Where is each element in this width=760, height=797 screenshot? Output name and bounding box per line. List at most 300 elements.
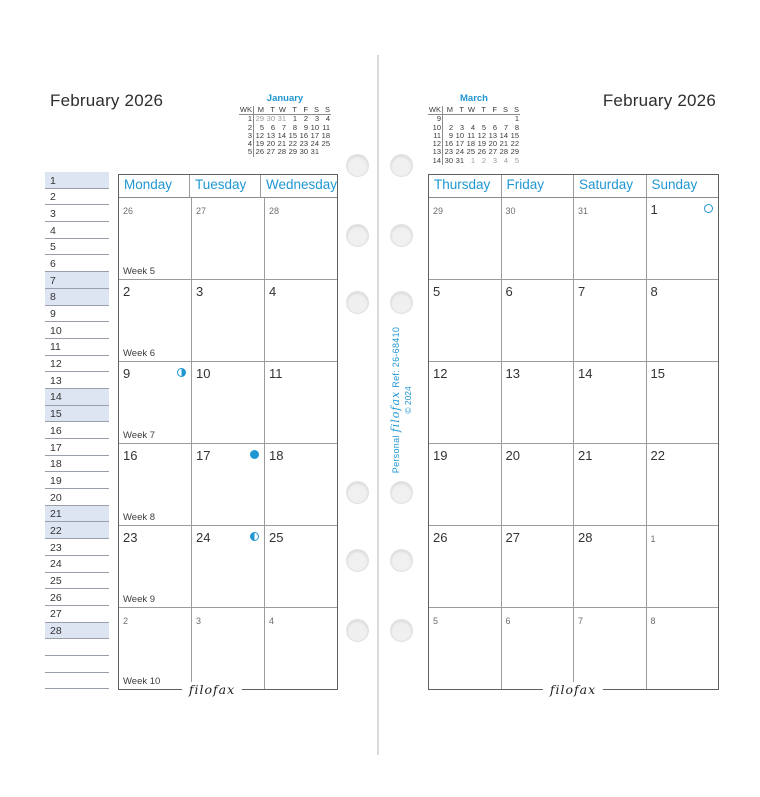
date-list-number: 28 (50, 625, 62, 638)
grid-day-cell (119, 608, 191, 689)
grid-week-row (119, 361, 337, 443)
binder-hole (346, 291, 369, 314)
filofax-logo-right: filofax (543, 682, 603, 697)
date-list-row (45, 522, 109, 539)
mini-calendar-day: 31 (277, 114, 286, 124)
day-number: 28 (578, 530, 593, 545)
mini-calendar-day: 27 (488, 147, 497, 157)
day-number: 3 (196, 284, 204, 299)
grid-day-header: Sunday (646, 175, 719, 197)
date-list-row (45, 489, 109, 506)
grid-week-row (429, 361, 718, 443)
last-quarter-moon-icon (177, 368, 186, 377)
binder-hole (346, 619, 369, 642)
mini-calendar-day: 1 (292, 114, 297, 124)
grid-header-row (429, 175, 718, 198)
week-label: Week 10 (123, 676, 161, 687)
binder-hole (390, 291, 413, 314)
day-number: 19 (433, 448, 448, 463)
mini-calendar-day: 5 (514, 155, 519, 165)
mini-calendar-day: 14 (277, 130, 286, 140)
mini-calendar-day: 13 (266, 130, 275, 140)
date-list-number: 14 (50, 391, 62, 404)
mini-calendar-week-number: 10 (428, 124, 443, 132)
grid-day-cell (646, 608, 719, 689)
binder-hole (346, 549, 369, 572)
mini-calendar-week-number: 1 (239, 115, 254, 124)
date-list-row (45, 339, 109, 356)
mini-calendar-day: 30 (299, 147, 308, 157)
grid-day-cell (646, 526, 719, 607)
date-list-row (45, 322, 109, 339)
date-list-row (45, 606, 109, 623)
day-number: 6 (505, 616, 511, 626)
date-list-number: 8 (50, 291, 56, 304)
grid-day-header: Wednesday (260, 175, 337, 197)
grid-day-cell (264, 362, 337, 443)
mini-calendar-day: 4 (325, 114, 330, 124)
grid-day-cell (573, 526, 646, 607)
mini-calendar-march-table (428, 106, 520, 165)
mini-calendar-header-cell: T (265, 106, 276, 115)
date-list-row (45, 406, 109, 423)
grid-week-row (429, 607, 718, 689)
spine-imprint (389, 327, 413, 473)
mini-calendar-day: 26 (255, 147, 264, 157)
mini-calendar-day: 19 (477, 139, 486, 149)
mini-calendar-day: 9 (303, 122, 308, 132)
day-number: 6 (505, 284, 513, 299)
day-number: 7 (578, 284, 586, 299)
mini-calendar-january-table (239, 106, 331, 157)
mini-calendar-day: 18 (321, 130, 330, 140)
date-list-number: 27 (50, 608, 62, 621)
grid-day-cell (573, 362, 646, 443)
day-number: 22 (650, 448, 665, 463)
date-list-number: 6 (50, 257, 56, 270)
mini-calendar-day: 7 (281, 122, 286, 132)
day-number: 12 (433, 366, 448, 381)
date-list-row (45, 306, 109, 323)
mini-calendar-header-cell: F (298, 106, 309, 115)
grid-day-header: Monday (124, 177, 173, 192)
mini-calendar-week-number: 11 (428, 132, 443, 140)
date-list (45, 172, 109, 689)
grid-day-cell (573, 280, 646, 361)
date-list-row (45, 189, 109, 206)
date-list-number: 19 (50, 474, 62, 487)
mini-calendar-day: 24 (455, 147, 464, 157)
mini-calendar-header-cell: WK (428, 105, 441, 114)
mini-calendar-day: 5 (259, 122, 264, 132)
day-number: 9 (123, 366, 131, 381)
new-moon-icon (250, 450, 259, 459)
mini-calendar-day: 10 (455, 130, 464, 140)
date-list-row (45, 556, 109, 573)
mini-calendar-header-cell: T (287, 106, 298, 115)
grid-day-cell (573, 444, 646, 525)
grid-day-cell (501, 608, 574, 689)
date-list-number: 24 (50, 558, 62, 571)
mini-calendar-header-cell: M (443, 106, 455, 115)
grid-day-cell (119, 526, 191, 607)
date-list-row (45, 205, 109, 222)
date-list-row (45, 255, 109, 272)
mini-calendar-day: 20 (488, 139, 497, 149)
mini-calendar-day: 5 (481, 122, 486, 132)
day-number: 5 (433, 284, 441, 299)
grid-day-cell (429, 198, 501, 279)
day-number: 23 (123, 530, 138, 545)
grid-day-cell (264, 526, 337, 607)
day-number: 8 (650, 616, 656, 626)
mini-calendar-header-cell: W (276, 106, 287, 115)
mini-calendar-week-number: 3 (239, 132, 254, 140)
mini-calendar-day: 17 (310, 130, 319, 140)
grid-day-cell (501, 444, 574, 525)
day-number: 26 (433, 530, 448, 545)
mini-calendar-day: 8 (292, 122, 297, 132)
mini-calendar-day: 12 (477, 130, 486, 140)
mini-calendar-march-title: March (460, 93, 488, 104)
date-list-number: 23 (50, 541, 62, 554)
spine-brand-logo: filofax (389, 390, 402, 433)
date-list-blank-row (45, 656, 109, 673)
mini-calendar-day: 3 (459, 122, 464, 132)
day-number: 27 (505, 530, 520, 545)
day-number: 29 (433, 206, 444, 216)
binder-hole (346, 481, 369, 504)
mini-calendar-week-row (239, 148, 331, 156)
date-list-number: 15 (50, 408, 62, 421)
left-page-title: February 2026 (50, 91, 164, 110)
day-number: 30 (505, 206, 516, 216)
grid-day-cell (501, 526, 574, 607)
week-label: Week 6 (123, 348, 156, 359)
grid-week-row (119, 279, 337, 361)
mini-calendar-day: 2 (303, 114, 308, 124)
date-list-row (45, 372, 109, 389)
date-list-row (45, 172, 109, 189)
grid-week-row (119, 525, 337, 607)
date-list-row (45, 506, 109, 523)
date-list-row (45, 239, 109, 256)
binder-hole (390, 481, 413, 504)
binder-hole (390, 549, 413, 572)
mini-calendar-day: 24 (310, 139, 319, 149)
mini-calendar-day: 28 (277, 147, 286, 157)
mini-calendar-day (320, 148, 331, 156)
mini-calendar-header-cell: S (309, 106, 320, 115)
grid-week-row (429, 525, 718, 607)
mini-calendar-day: 17 (455, 139, 464, 149)
binder-hole (390, 619, 413, 642)
grid-week-row (119, 198, 337, 279)
day-number: 16 (123, 448, 138, 463)
mini-calendar-day: 21 (277, 139, 286, 149)
mini-calendar-day: 11 (322, 122, 330, 132)
mini-calendar-week-number: 2 (239, 124, 254, 132)
mini-calendar-header-cell: M (254, 106, 266, 115)
grid-day-cell (264, 280, 337, 361)
mini-calendar-day: 13 (488, 130, 497, 140)
mini-calendar-day: 25 (466, 147, 475, 157)
grid-day-cell (573, 198, 646, 279)
grid-header-row (119, 175, 337, 198)
day-number: 18 (269, 448, 284, 463)
date-list-blank-row (45, 673, 109, 690)
date-list-number: 1 (50, 174, 56, 187)
date-list-number: 7 (50, 274, 56, 287)
day-number: 11 (269, 366, 283, 381)
mini-calendar-day: 6 (492, 122, 497, 132)
day-number: 13 (505, 366, 520, 381)
date-list-row (45, 573, 109, 590)
date-list-row (45, 356, 109, 373)
binder-hole (346, 154, 369, 177)
date-list-row (45, 222, 109, 239)
day-number: 8 (650, 284, 658, 299)
date-list-row (45, 623, 109, 640)
mini-calendar-week-number: 12 (428, 140, 443, 148)
mini-calendar-day: 29 (255, 114, 264, 124)
date-list-number: 10 (50, 324, 62, 337)
mini-calendar-day: 30 (444, 155, 453, 165)
grid-day-cell (501, 198, 574, 279)
date-list-number: 9 (50, 308, 56, 320)
mini-calendar-day: 1 (514, 114, 519, 124)
date-list-number: 17 (50, 441, 62, 454)
grid-day-cell (191, 362, 264, 443)
grid-day-cell (191, 198, 264, 279)
mini-calendar-header-cell: WK (239, 105, 252, 114)
day-number: 17 (196, 448, 211, 463)
grid-day-cell (119, 444, 191, 525)
day-number: 26 (123, 206, 134, 216)
grid-week-row (429, 198, 718, 279)
mini-calendar-header-cell: F (487, 106, 498, 115)
day-number: 10 (196, 366, 211, 381)
mini-calendar-january-title: January (266, 93, 304, 104)
grid-week-row (119, 607, 337, 689)
date-list-row (45, 456, 109, 473)
right-page-title: February 2026 (602, 91, 716, 110)
spine-ref-number: Ref: 26-68410 (391, 326, 401, 388)
filofax-logo-left: filofax (182, 682, 242, 697)
mini-calendar-march (428, 93, 520, 165)
day-number: 25 (269, 530, 284, 545)
mini-calendar-week-number: 13 (428, 148, 443, 156)
date-list-number: 21 (50, 508, 62, 521)
date-list-number: 26 (50, 591, 62, 604)
date-list-number: 3 (50, 207, 56, 220)
date-list-number: 25 (50, 575, 62, 587)
mini-calendar-day: 16 (299, 130, 308, 140)
mini-calendar-week-number: 14 (428, 157, 443, 165)
week-label: Week 7 (123, 430, 156, 441)
date-list-row (45, 539, 109, 556)
mini-calendar-day: 12 (255, 130, 264, 140)
mini-calendar-day: 4 (470, 122, 475, 132)
mini-calendar-day: 23 (444, 147, 453, 157)
mini-calendar-day: 2 (448, 122, 453, 132)
date-list-number: 20 (50, 491, 62, 504)
date-list-number: 5 (50, 241, 56, 254)
full-moon-icon (704, 204, 713, 213)
mini-calendar-day: 25 (321, 139, 330, 149)
mini-calendar-day: 1 (470, 155, 475, 165)
grid-day-cell (119, 198, 191, 279)
mini-calendar-day: 29 (510, 147, 519, 157)
mini-calendar-day: 26 (477, 147, 486, 157)
grid-day-cell (191, 444, 264, 525)
mini-calendar-header-cell: S (509, 106, 520, 115)
day-number: 28 (269, 206, 280, 216)
grid-day-cell (429, 280, 501, 361)
mini-calendar-day: 18 (466, 139, 475, 149)
grid-day-header: Thursday (434, 177, 491, 192)
date-list-row (45, 589, 109, 606)
date-list-number: 16 (50, 424, 62, 437)
mini-calendar-day: 7 (503, 122, 508, 132)
grid-day-cell (191, 608, 264, 689)
grid-day-cell (264, 444, 337, 525)
day-number: 24 (196, 530, 211, 545)
date-list-number: 4 (50, 224, 56, 237)
mini-calendar-header-row (428, 106, 520, 115)
mini-calendar-day: 30 (266, 114, 275, 124)
grid-day-cell (501, 362, 574, 443)
grid-day-cell (429, 608, 501, 689)
mini-calendar-day: 21 (499, 139, 508, 149)
mini-calendar-day: 31 (455, 155, 464, 165)
mini-calendar-day: 16 (444, 139, 453, 149)
date-list-row (45, 389, 109, 406)
mini-calendar-week-number: 9 (428, 115, 443, 124)
mini-calendar-header-cell: S (320, 106, 331, 115)
date-list-number: 12 (50, 358, 62, 371)
mini-calendar-day: 2 (481, 155, 486, 165)
grid-day-cell (646, 362, 719, 443)
date-list-row (45, 272, 109, 289)
date-list-blank-row (45, 639, 109, 656)
spine-copyright: © 2024 (403, 386, 413, 414)
mini-calendar-day: 14 (499, 130, 508, 140)
mini-calendar-header-cell: S (498, 106, 509, 115)
mini-calendar-day: 8 (514, 122, 519, 132)
grid-day-header: Tuesday (189, 175, 260, 197)
day-number: 5 (433, 616, 439, 626)
mini-calendar-week-number: 4 (239, 140, 254, 148)
date-list-number: 22 (50, 524, 62, 537)
grid-day-cell (429, 526, 501, 607)
first-quarter-moon-icon (250, 532, 259, 541)
date-list-number: 2 (50, 191, 56, 204)
day-number: 2 (123, 284, 131, 299)
mini-calendar-day: 22 (510, 139, 519, 149)
day-number: 21 (578, 448, 593, 463)
mini-calendar-day: 3 (314, 114, 319, 124)
grid-day-header: Friday (501, 175, 574, 197)
spine-format-label: Personal (391, 435, 401, 474)
day-number: 3 (196, 616, 202, 626)
week-label: Week 9 (123, 594, 156, 605)
day-number: 14 (578, 366, 593, 381)
day-number: 27 (196, 206, 207, 216)
mini-calendar-day: 4 (503, 155, 508, 165)
grid-day-cell (191, 280, 264, 361)
date-list-number: 11 (50, 341, 61, 354)
date-list-row (45, 289, 109, 306)
mini-calendar-day: 11 (467, 130, 475, 140)
mini-calendar-day: 19 (255, 139, 264, 149)
grid-day-cell (646, 198, 719, 279)
mini-calendar-day: 10 (310, 122, 319, 132)
grid-day-cell (191, 526, 264, 607)
day-number: 31 (578, 206, 589, 216)
date-list-number: 13 (50, 374, 62, 387)
binder-hole (346, 224, 369, 247)
day-number: 4 (269, 284, 277, 299)
mini-calendar-day: 20 (266, 139, 275, 149)
grid-week-row (429, 443, 718, 525)
grid-day-cell (646, 444, 719, 525)
day-number: 1 (650, 202, 658, 217)
grid-day-cell (264, 608, 337, 689)
right-page-month-grid (428, 174, 719, 690)
grid-day-cell (119, 280, 191, 361)
mini-calendar-week-number: 5 (239, 148, 254, 156)
grid-day-cell (573, 608, 646, 689)
spine-ref-line (389, 327, 402, 473)
mini-calendar-january (239, 93, 331, 157)
mini-calendar-day: 27 (266, 147, 275, 157)
date-list-row (45, 439, 109, 456)
day-number: 7 (578, 616, 584, 626)
date-list-row (45, 472, 109, 489)
mini-calendar-day: 9 (448, 130, 453, 140)
mini-calendar-header-cell: W (465, 106, 476, 115)
week-label: Week 5 (123, 266, 156, 277)
day-number: 1 (650, 534, 656, 544)
mini-calendar-day: 15 (510, 130, 519, 140)
grid-day-cell (429, 444, 501, 525)
binder-hole (390, 154, 413, 177)
grid-day-cell (429, 362, 501, 443)
grid-day-cell (501, 280, 574, 361)
page-divider (377, 55, 379, 755)
grid-day-header: Saturday (573, 175, 646, 197)
mini-calendar-day: 29 (288, 147, 297, 157)
day-number: 15 (650, 366, 665, 381)
grid-week-row (429, 279, 718, 361)
date-list-number: 18 (50, 458, 62, 471)
grid-day-cell (646, 280, 719, 361)
left-page-month-grid (118, 174, 338, 690)
mini-calendar-day: 6 (270, 122, 275, 132)
mini-calendar-day: 23 (299, 139, 308, 149)
week-label: Week 8 (123, 512, 156, 523)
mini-calendar-day: 28 (499, 147, 508, 157)
day-number: 4 (269, 616, 275, 626)
grid-day-cell (119, 362, 191, 443)
mini-calendar-day: 31 (310, 147, 319, 157)
grid-week-row (119, 443, 337, 525)
mini-calendar-header-cell: T (476, 106, 487, 115)
mini-calendar-day: 3 (492, 155, 497, 165)
mini-calendar-day: 22 (288, 139, 297, 149)
mini-calendar-header-cell: T (454, 106, 465, 115)
